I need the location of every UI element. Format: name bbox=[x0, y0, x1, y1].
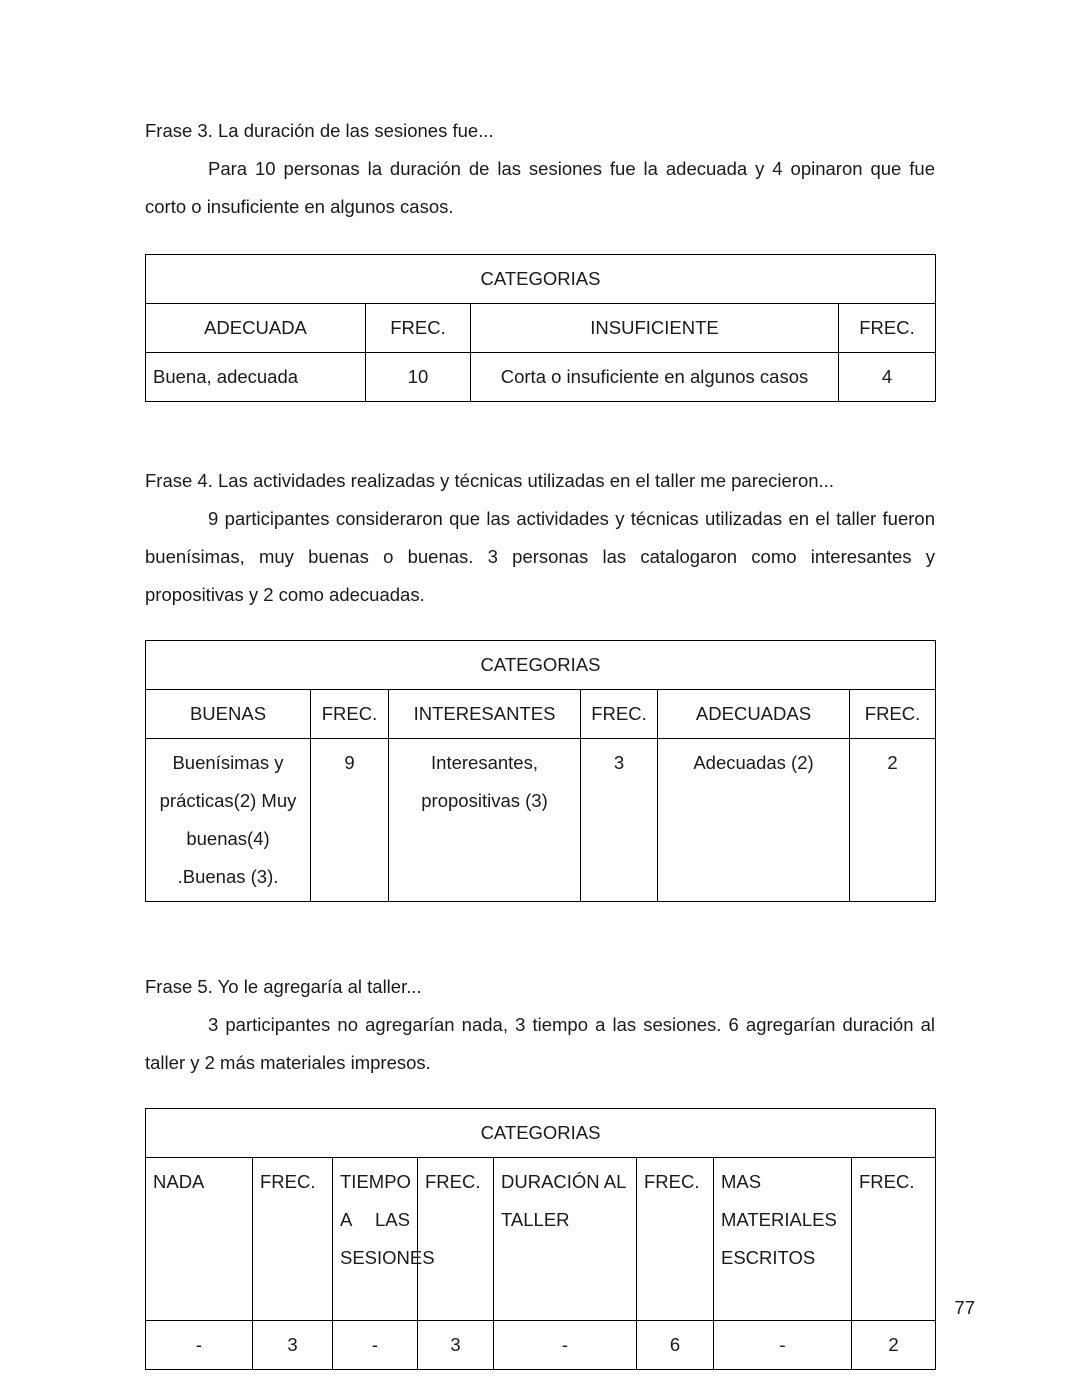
page-content bbox=[145, 112, 935, 1370]
table-row bbox=[146, 690, 936, 739]
table-cell: 9 bbox=[311, 739, 389, 902]
table-cell: - bbox=[146, 1321, 253, 1370]
column-header: NADA bbox=[146, 1158, 253, 1321]
table-cell: 4 bbox=[839, 353, 936, 402]
section-heading-frase-3: Frase 3. La duración de las sesiones fue... bbox=[145, 120, 494, 141]
column-header: FREC. bbox=[581, 690, 658, 739]
table-title-cell: CATEGORIAS bbox=[146, 1109, 936, 1158]
column-header: FREC. bbox=[839, 304, 936, 353]
table-row bbox=[146, 1158, 936, 1321]
table-frase-5 bbox=[145, 1108, 936, 1370]
column-header: FREC. bbox=[852, 1158, 936, 1321]
spacer bbox=[145, 226, 935, 254]
column-header: ADECUADAS bbox=[658, 690, 850, 739]
column-header: FREC. bbox=[366, 304, 471, 353]
table-row bbox=[146, 304, 936, 353]
table-cell: 2 bbox=[852, 1321, 936, 1370]
column-header: INTERESANTES bbox=[389, 690, 581, 739]
table-row bbox=[146, 739, 936, 902]
table-cell: Adecuadas (2) bbox=[658, 739, 850, 902]
column-header: ADECUADA bbox=[146, 304, 366, 353]
column-header: MAS MATERIALES ESCRITOS bbox=[714, 1158, 852, 1321]
table-title-cell: CATEGORIAS bbox=[146, 641, 936, 690]
section-body-frase-4: 9 participantes consideraron que las actividades y técnicas utilizadas en el taller fueron buenísimas, muy buenas o buenas. 3 personas las catalogaron como interesantes y propositivas y 2 como adecuadas. bbox=[145, 508, 935, 605]
table-cell: 3 bbox=[253, 1321, 333, 1370]
spacer bbox=[145, 614, 935, 640]
column-header: FREC. bbox=[253, 1158, 333, 1321]
table-cell: - bbox=[714, 1321, 852, 1370]
table-cell: - bbox=[494, 1321, 637, 1370]
table-cell: Interesantes, propositivas (3) bbox=[389, 739, 581, 902]
column-header: INSUFICIENTE bbox=[471, 304, 839, 353]
column-header: FREC. bbox=[311, 690, 389, 739]
table-cell: 6 bbox=[637, 1321, 714, 1370]
table-cell: - bbox=[333, 1321, 418, 1370]
table-row bbox=[146, 641, 936, 690]
table-title-cell: CATEGORIAS bbox=[146, 255, 936, 304]
table-cell: Corta o insuficiente en algunos casos bbox=[471, 353, 839, 402]
column-header: FREC. bbox=[418, 1158, 494, 1321]
table-cell: 3 bbox=[581, 739, 658, 902]
table-cell: Buena, adecuada bbox=[146, 353, 366, 402]
column-header: FREC. bbox=[850, 690, 936, 739]
table-frase-4 bbox=[145, 640, 936, 902]
table-row bbox=[146, 1109, 936, 1158]
table-cell: 2 bbox=[850, 739, 936, 902]
table-row bbox=[146, 353, 936, 402]
table-row bbox=[146, 255, 936, 304]
spacer bbox=[145, 1082, 935, 1108]
column-header: TIEMPO A LAS SESIONES bbox=[333, 1158, 418, 1321]
section-body-frase-5: 3 participantes no agregarían nada, 3 tiempo a las sesiones. 6 agregarían duración al taller y 2 más materiales impresos. bbox=[145, 1014, 935, 1073]
column-header: FREC. bbox=[637, 1158, 714, 1321]
section-heading-frase-5: Frase 5. Yo le agregaría al taller... bbox=[145, 976, 422, 997]
page-number: 77 bbox=[954, 1297, 975, 1318]
column-header: DURACIÓN AL TALLER bbox=[494, 1158, 637, 1321]
table-cell: 10 bbox=[366, 353, 471, 402]
table-cell: Buenísimas y prácticas(2) Muy buenas(4) .Buenas (3). bbox=[146, 739, 311, 902]
table-cell: 3 bbox=[418, 1321, 494, 1370]
spacer bbox=[145, 402, 935, 462]
table-row bbox=[146, 1321, 936, 1370]
spacer bbox=[145, 902, 935, 968]
section-heading-frase-4: Frase 4. Las actividades realizadas y técnicas utilizadas en el taller me parecieron... bbox=[145, 470, 834, 491]
section-body-frase-3: Para 10 personas la duración de las sesiones fue la adecuada y 4 opinaron que fue corto o insuficiente en algunos casos. bbox=[145, 158, 935, 217]
column-header: BUENAS bbox=[146, 690, 311, 739]
table-frase-3 bbox=[145, 254, 936, 402]
